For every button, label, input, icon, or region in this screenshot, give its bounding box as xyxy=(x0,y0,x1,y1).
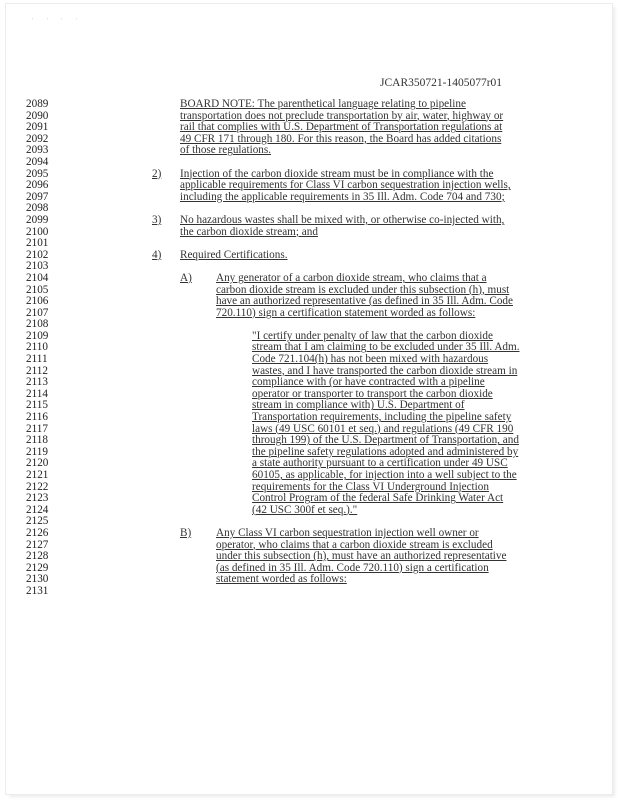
line-number: 2105 xyxy=(26,283,49,296)
line-number: 2112 xyxy=(26,364,48,377)
list-marker: B) xyxy=(180,526,192,539)
line-text: Any Class VI carbon sequestration injection well owner or xyxy=(216,526,479,539)
line-row xyxy=(6,412,612,424)
line-text: applicable requirements for Class VI carbon sequestration injection wells, xyxy=(180,179,511,192)
line-row xyxy=(6,99,612,111)
line-number: 2094 xyxy=(26,155,49,168)
list-marker: A) xyxy=(180,271,192,284)
line-text: Injection of the carbon dioxide stream must be in compliance with the xyxy=(180,167,494,180)
line-number: 2091 xyxy=(26,121,49,134)
line-number: 2127 xyxy=(26,538,49,551)
line-number: 2121 xyxy=(26,469,49,481)
line-text: operator or transporter to transport the carbon dioxide xyxy=(252,387,493,400)
list-marker: 3) xyxy=(152,213,162,226)
line-number: 2103 xyxy=(26,260,49,273)
line-number: 2125 xyxy=(26,515,49,528)
line-text: a state authority pursuant to a certification under 49 USC xyxy=(252,457,508,470)
line-text: Control Program of the federal Safe Drinking Water Act xyxy=(252,492,504,505)
line-number: 2131 xyxy=(26,584,49,597)
line-number: 2117 xyxy=(26,422,48,435)
line-number: 2100 xyxy=(26,225,49,238)
line-text: the carbon dioxide stream; and xyxy=(180,225,318,238)
line-number: 2099 xyxy=(26,213,49,226)
line-text: the pipeline safety regulations adopted and administered by xyxy=(252,445,519,458)
line-row xyxy=(6,134,612,146)
line-text: Any generator of a carbon dioxide stream, who claims that a xyxy=(216,271,487,284)
line-text: laws (49 USC 60101 et seq.) and regulations (49 CFR 190 xyxy=(252,422,514,435)
line-number: 2107 xyxy=(26,306,49,319)
line-row xyxy=(6,180,612,192)
line-row xyxy=(6,238,612,250)
line-text: through 199) of the U.S. Department of Transportation, and xyxy=(252,434,519,447)
line-text: statement worded as follows: xyxy=(216,573,347,586)
line-number: 2089 xyxy=(26,98,49,110)
line-number: 2104 xyxy=(26,271,49,284)
line-row xyxy=(6,145,612,157)
line-text: carbon dioxide stream is excluded under this subsection (h), must xyxy=(216,283,510,296)
line-row xyxy=(6,586,612,598)
line-number: 2123 xyxy=(26,492,49,505)
line-number: 2122 xyxy=(26,480,49,493)
document-id: JCAR350721-1405077r01 xyxy=(380,77,503,89)
line-number: 2119 xyxy=(26,445,48,458)
line-text: operator, who claims that a carbon dioxide stream is excluded xyxy=(216,538,493,551)
line-number: 2111 xyxy=(26,353,48,366)
line-row xyxy=(6,528,612,540)
line-number: 2093 xyxy=(26,144,49,157)
line-text: including the applicable requirements in 35 Ill. Adm. Code 704 and 730; xyxy=(180,190,505,203)
line-row xyxy=(6,273,612,285)
line-row xyxy=(6,227,612,239)
line-text: BOARD NOTE: The parenthetical language relating to pipeline xyxy=(180,98,466,110)
line-row xyxy=(6,551,612,563)
line-number: 2109 xyxy=(26,329,49,342)
line-row xyxy=(6,574,612,586)
line-number: 2129 xyxy=(26,561,49,574)
line-text: 49 CFR 171 through 180. For this reason, the Board has added citations xyxy=(180,132,502,145)
line-number: 2108 xyxy=(26,318,49,331)
line-text: Transportation requirements, including the pipeline safety xyxy=(252,411,512,424)
line-row xyxy=(6,192,612,204)
line-number: 2114 xyxy=(26,387,48,400)
line-row xyxy=(6,157,612,169)
line-number: 2102 xyxy=(26,248,49,261)
line-row xyxy=(6,505,612,517)
list-marker: 4) xyxy=(152,248,162,261)
line-number: 2096 xyxy=(26,179,49,192)
list-marker: 2) xyxy=(152,167,162,180)
line-text: have an authorized representative (as defined in 35 Ill. Adm. Code xyxy=(216,295,513,308)
line-number: 2097 xyxy=(26,190,49,203)
line-text: wastes, and I have transported the carbon dioxide stream in xyxy=(252,364,518,377)
line-text: 720.110) sign a certification statement worded as follows: xyxy=(216,306,476,319)
line-text: under this subsection (h), must have an authorized representative xyxy=(216,550,507,563)
line-text: requirements for the Class VI Underground Injection xyxy=(252,480,489,493)
line-number: 2116 xyxy=(26,411,48,424)
line-number: 2101 xyxy=(26,237,49,250)
line-text: stream in compliance with) U.S. Department of xyxy=(252,399,465,412)
line-text: compliance with (or have contracted with a pipeline xyxy=(252,376,485,389)
scan-marks: ' ' ' ' xyxy=(32,18,83,24)
line-text: (as defined in 35 Ill. Adm. Code 720.110) sign a certification xyxy=(216,561,489,574)
line-row xyxy=(6,250,612,262)
line-number: 2124 xyxy=(26,503,49,516)
document-body xyxy=(6,99,612,598)
line-text: rail that complies with U.S. Department of Transportation regulations at xyxy=(180,121,503,134)
line-row xyxy=(6,215,612,227)
line-number: 2110 xyxy=(26,341,48,354)
line-number: 2126 xyxy=(26,526,49,539)
line-number: 2106 xyxy=(26,295,49,308)
line-text: stream that I am claiming to be excluded under 35 Ill. Adm. xyxy=(252,341,520,354)
line-text: transportation does not preclude transportation by air, water, highway or xyxy=(180,109,504,122)
line-number: 2128 xyxy=(26,550,49,563)
line-number: 2090 xyxy=(26,109,49,122)
line-row xyxy=(6,354,612,366)
line-row xyxy=(6,470,612,482)
document-page xyxy=(6,4,612,794)
line-number: 2113 xyxy=(26,376,48,389)
line-row xyxy=(6,308,612,320)
line-number: 2115 xyxy=(26,399,48,412)
line-number: 2098 xyxy=(26,202,49,215)
line-text: of those regulations. xyxy=(180,144,272,157)
line-text: No hazardous wastes shall be mixed with, or otherwise co-injected with, xyxy=(180,213,505,226)
line-text: (42 USC 300f et seq.)." xyxy=(252,503,358,516)
line-text: Code 721.104(h) has not been mixed with hazardous xyxy=(252,353,489,366)
line-row xyxy=(6,296,612,308)
line-text: 60105, as applicable, for injection into a well subject to the xyxy=(252,469,517,481)
line-number: 2130 xyxy=(26,573,49,586)
line-number: 2120 xyxy=(26,457,49,470)
line-number: 2095 xyxy=(26,167,49,180)
line-number: 2092 xyxy=(26,132,49,145)
line-number: 2118 xyxy=(26,434,48,447)
line-text: "I certify under penalty of law that the carbon dioxide xyxy=(252,329,493,342)
line-text: Required Certifications. xyxy=(180,248,288,261)
